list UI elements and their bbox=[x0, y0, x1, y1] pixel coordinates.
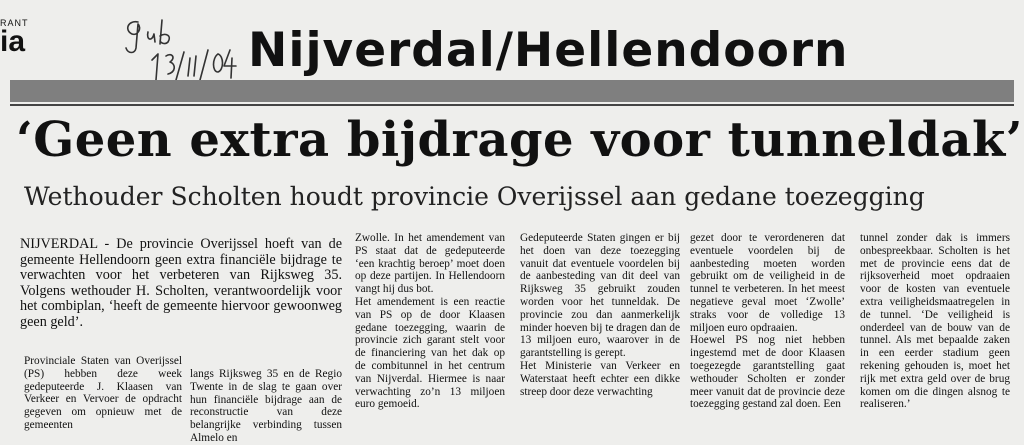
subheadline: Wethouder Scholten houdt provincie Overijssel aan gedane toezegging bbox=[24, 182, 925, 211]
article-paragraph: Provinciale Staten van Overijssel (PS) hebben deze week gedeputeerde J. Klaasen van Verkeer en Vervoer de opdracht gegeven om opnieuw met de gemeenten bbox=[24, 355, 182, 431]
article-paragraph: gezet door te verordeneren dat eventuele voordelen bij de aanbesteding moeten worden gebruikt om de veiligheid in de tunnel te verbeteren. In het meest negatieve geval moet ‘Zwolle’ straks voor de volledige 13 miljoen euro opdraaien. bbox=[690, 232, 845, 334]
article-column-3 bbox=[355, 232, 505, 411]
article-column-4 bbox=[520, 232, 680, 398]
section-title: Nijverdal/Hellendoorn bbox=[248, 23, 849, 78]
headline: ‘Geen extra bijdrage voor tunneldak’ bbox=[16, 112, 1023, 168]
article-paragraph: Het Ministerie van Verkeer en Waterstaat heeft echter een dikke streep door deze verwachting bbox=[520, 359, 680, 398]
article-paragraph: langs Rijksweg 35 en de Regio Twente in de slag te gaan over hun financiële bijdrage aan de reconstructie van deze belangrijke verbinding tussen Almelo en bbox=[190, 368, 342, 444]
article-paragraph: Het amendement is een reactie van PS op de door Klaasen gedane toezegging, waarin de provincie zich garant stelt voor de financiering van het dak op de combitunnel in het centrum van Nijverdal. Hiermee is naar verwachting zo’n 13 miljoen euro gemoeid. bbox=[355, 295, 505, 411]
article-paragraph: tunnel zonder dak is immers onbespreekbaar. Scholten is het met de provincie eens dat de rijksoverheid moet opdraaien voor de kosten van eventuele extra veiligheidsmaatregelen in de tunnel. ‘De veiligheid is onderdeel van de bouw van de tunnel. Als met bepaalde zaken in een eerder stadium geen rekening gehouden is, moet het rijk met extra geld over de brug komen om die dingen alsnog te realiseren.’ bbox=[860, 232, 1010, 411]
lead-paragraph: NIJVERDAL - De provincie Overijssel hoeft van de gemeente Hellendoorn geen extra financiële bijdrage te verwachten voor het verbeteren van Rijksweg 35. Volgens wethouder H. Scholten, verantwoordelijk voor het combiplan, ‘heeft de gemeente hiervoor gewoonweg geen geld’. bbox=[20, 236, 342, 330]
masthead-fragment bbox=[0, 18, 45, 56]
section-divider bbox=[10, 80, 1014, 102]
article-paragraph: Hoewel PS nog niet hebben ingestemd met de door Klaasen toegezegde garantstelling gaat wethouder Scholten er zonder meer vanuit dat de provincie deze toezegging gestand zal doen. Een bbox=[690, 334, 845, 411]
section-divider-thin bbox=[10, 104, 1014, 106]
article-column-5 bbox=[690, 232, 845, 411]
handwritten-date-note bbox=[118, 14, 248, 84]
masthead-fragment-top: RANT bbox=[0, 18, 29, 28]
article-paragraph: Zwolle. In het amendement van PS staat dat de gedeputeerde ‘een krachtig beroep’ moet doen op deze partijen. In Hellendoorn vangt hij dus bot. bbox=[355, 232, 505, 296]
masthead-fragment-bottom: ia bbox=[0, 25, 26, 58]
article-column-6 bbox=[860, 232, 1010, 411]
article-paragraph: Gedeputeerde Staten gingen er bij het doen van deze toezegging vanuit dat eventuele voordelen bij de aanbesteding van dit deel van Rijksweg 35 gebruikt zouden worden voor het tunneldak. De provincie zou dan aanmerkelijk minder hoeven bij te dragen dan de 13 miljoen euro, waarover in de garantstelling is gerept. bbox=[520, 232, 680, 360]
article-column-2 bbox=[190, 368, 342, 445]
article-column-1 bbox=[24, 355, 182, 432]
